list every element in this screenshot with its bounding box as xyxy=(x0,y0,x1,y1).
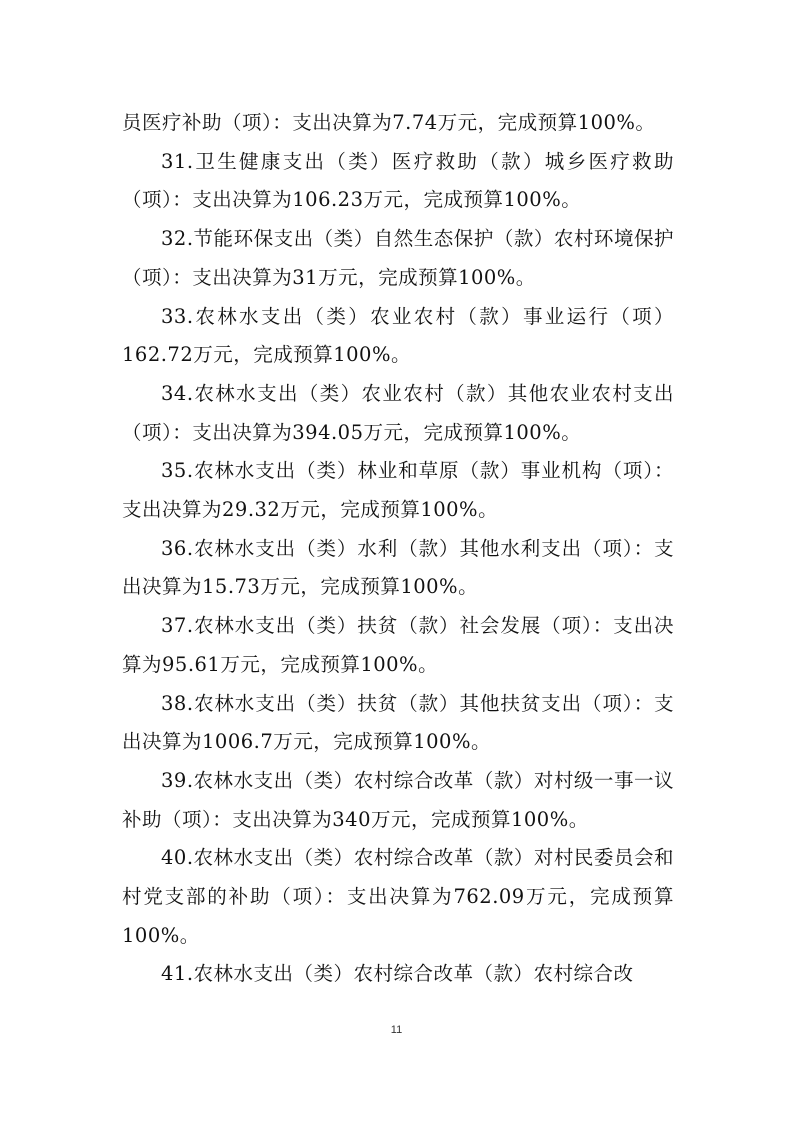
paragraph-continued: 员医疗补助（项）：支出决算为7.74万元，完成预算100%。 xyxy=(122,111,656,134)
paragraph-item-31: 31.卫生健康支出（类）医疗救助（款）城乡医疗救助（项）：支出决算为106.23万元，完成预算100%。 xyxy=(122,149,674,212)
paragraph-item-38: 38.农林水支出（类）扶贫（款）其他扶贫支出（项）：支出决算为1006.7万元，完成预算100%。 xyxy=(122,691,674,754)
paragraph-item-35: 35.农林水支出（类）林业和草原（款）事业机构（项）：支出决算为29.32万元，完成预算100%。 xyxy=(122,459,674,522)
paragraph-item-39: 39.农林水支出（类）农村综合改革（款）对村级一事一议补助（项）：支出决算为340万元，完成预算100%。 xyxy=(122,768,674,831)
paragraph-item-34: 34.农林水支出（类）农业农村（款）其他农业农村支出（项）：支出决算为394.05万元，完成预算100%。 xyxy=(122,381,674,444)
body-text xyxy=(122,104,674,994)
paragraph-item-41: 41.农林水支出（类）农村综合改革（款）农村综合改 xyxy=(161,962,634,986)
page-number: 11 xyxy=(390,1024,403,1036)
paragraph-item-40: 40.农林水支出（类）农村综合改革（款）对村民委员会和村党支部的补助（项）：支出决算为762.09万元，完成预算100%。 xyxy=(122,846,674,947)
paragraph-item-33: 33.农林水支出（类）农业农村（款）事业运行（项）162.72万元，完成预算100%。 xyxy=(122,304,674,367)
paragraph-item-36: 36.农林水支出（类）水利（款）其他水利支出（项）：支出决算为15.73万元，完成预算100%。 xyxy=(122,536,674,599)
paragraph-item-32: 32.节能环保支出（类）自然生态保护（款）农村环境保护（项）：支出决算为31万元，完成预算100%。 xyxy=(122,227,674,289)
paragraph-item-37: 37.农林水支出（类）扶贫（款）社会发展（项）：支出决算为95.61万元，完成预算100%。 xyxy=(122,614,674,676)
